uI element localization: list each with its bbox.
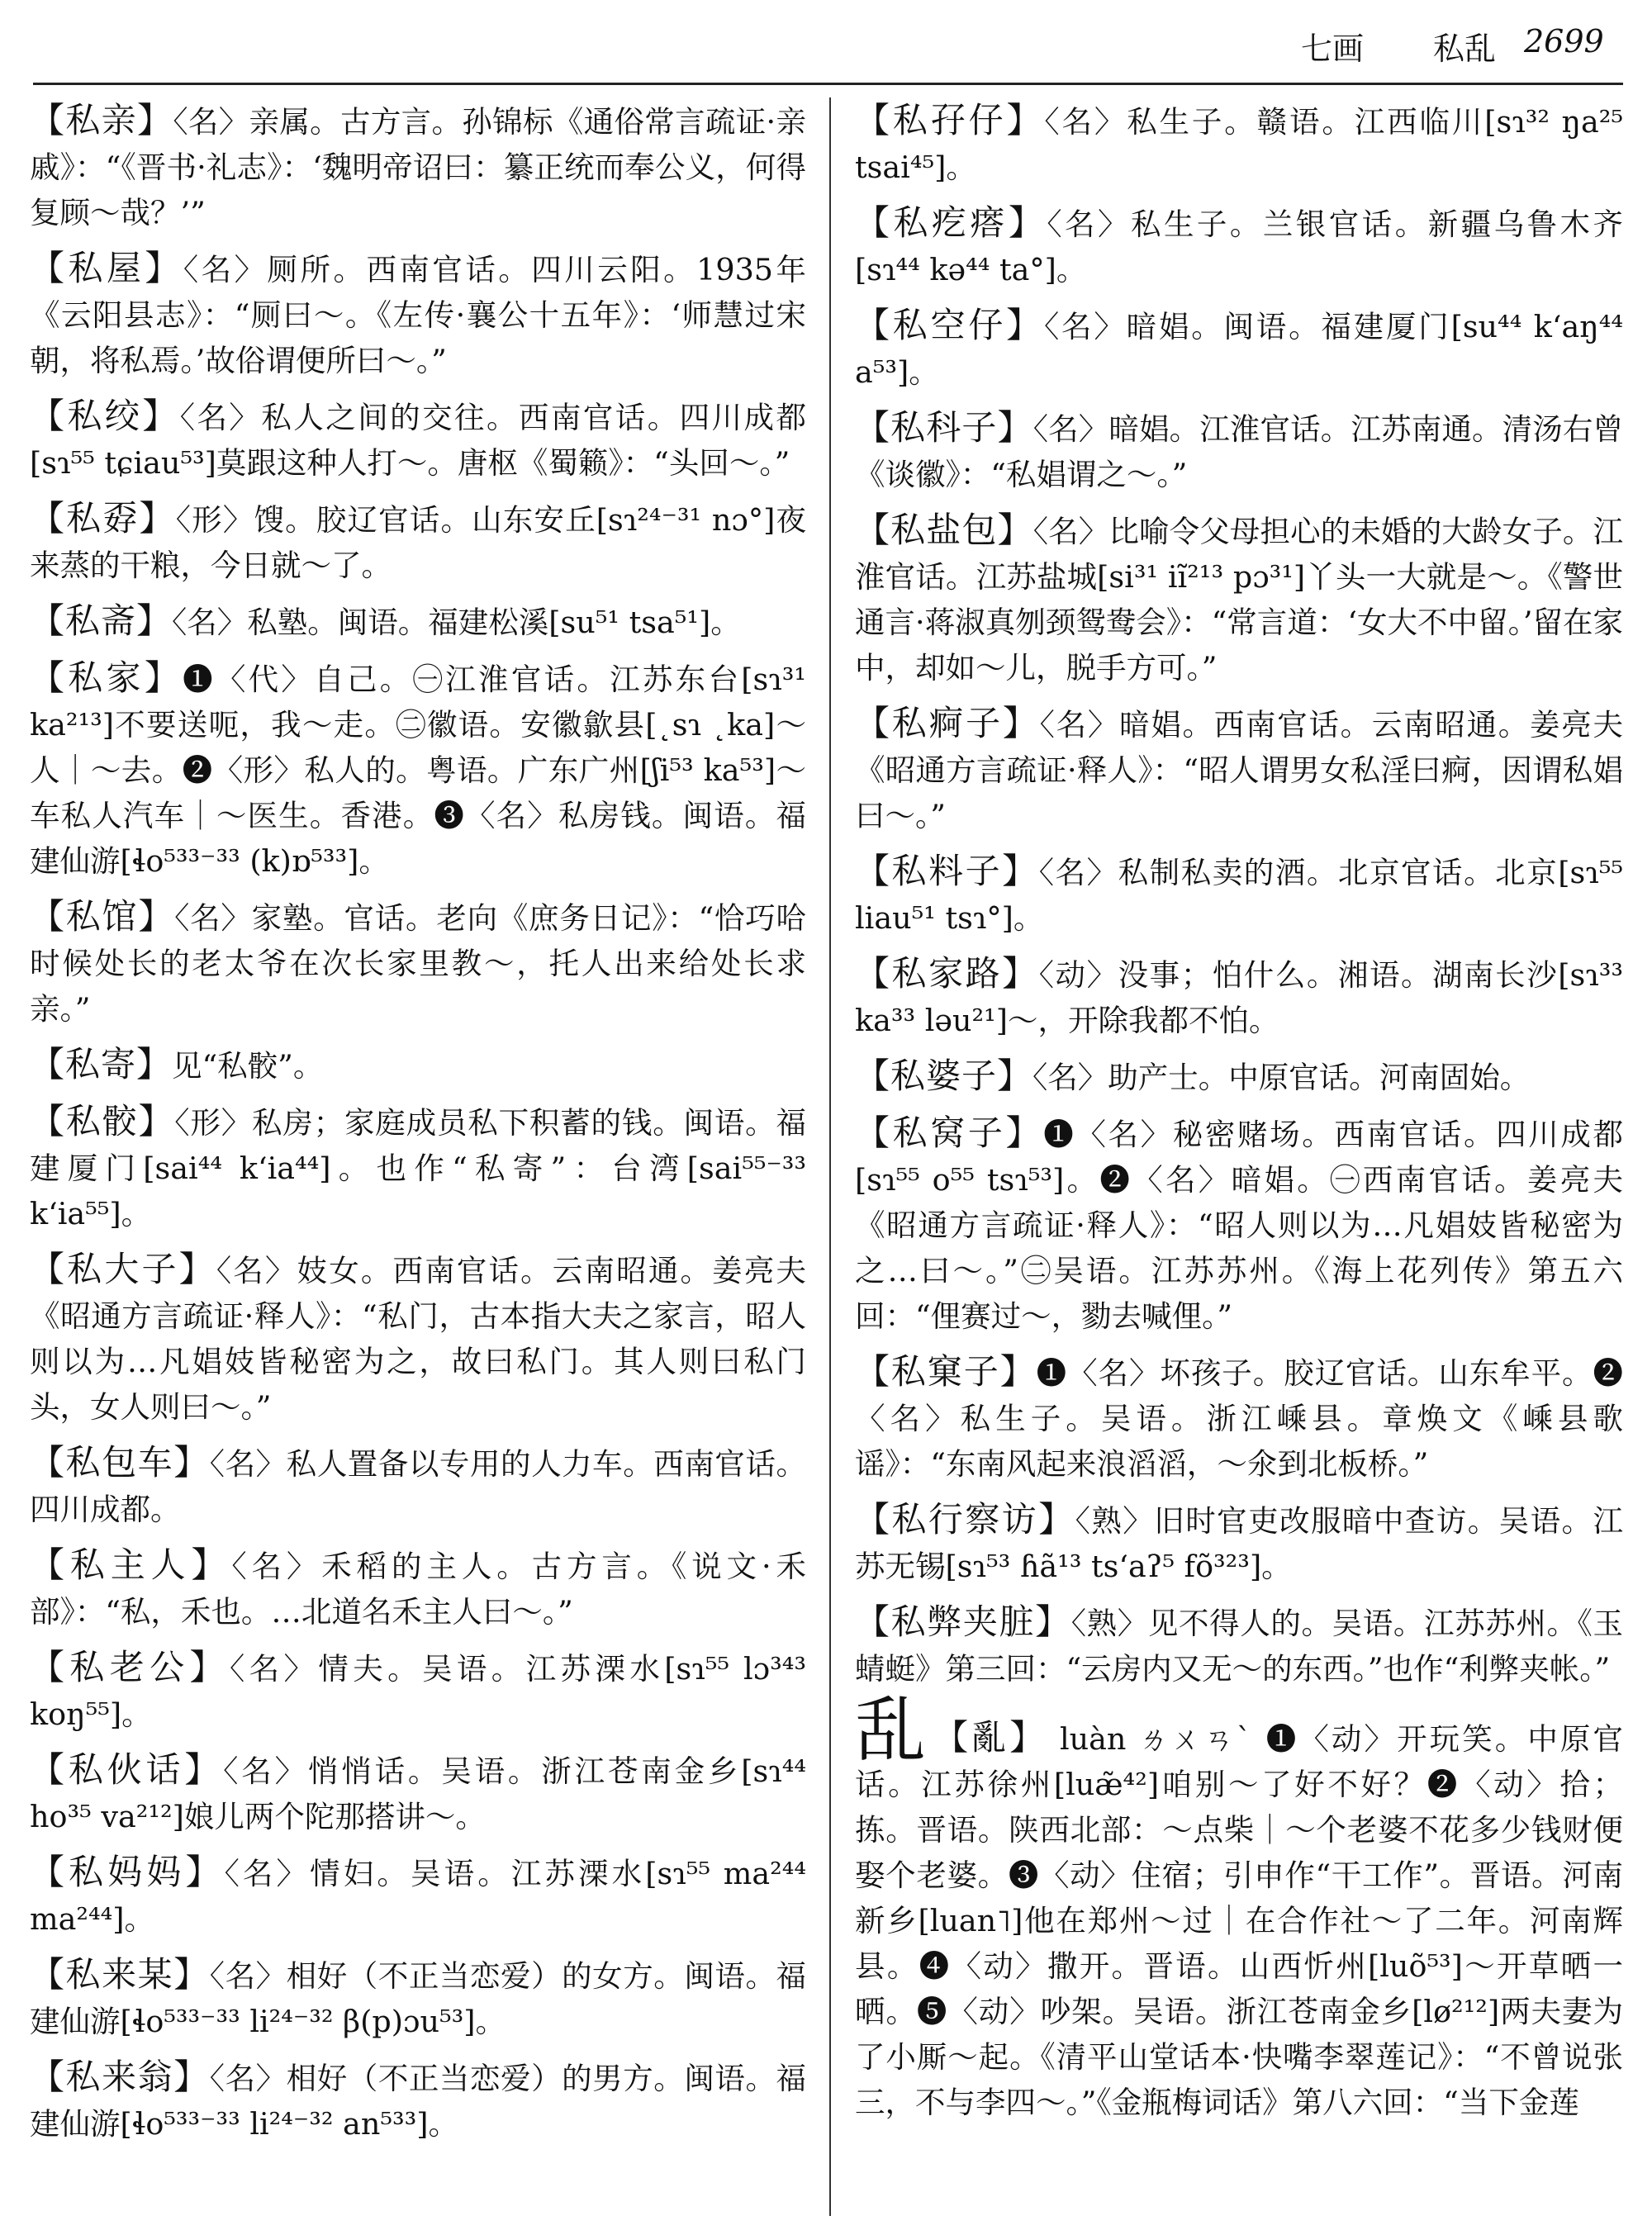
entry [30,1849,806,1942]
entry-headword: 【私行察访】 [855,1499,1075,1540]
entry [30,1542,806,1635]
entry-headword: 【私痾子】 [855,703,1040,743]
page-number: 2699 [1524,23,1604,59]
entry-text: 〈形〉馊。胶辽官话。山东安丘[sɿ²⁴⁻³¹ nɔ°]夜来蒸的干粮，今日就～了。 [30,502,806,583]
entry-text: 〈动〉没事；怕什么。湘语。湖南长沙[sɿ³³ ka³³ ləu²¹]～，开除我都不怕。 [855,957,1623,1038]
entry-headword: 【私大子】 [30,1249,216,1289]
entry-headword: 【私窠子】 [855,1351,1037,1392]
header-rule [33,83,1623,85]
entry-headword: 【私婆子】 [855,1056,1033,1096]
entry-text: ❶〈代〉自己。㊀江淮官话。江苏东台[sɿ³¹ ka²¹³]不要送呃，我～走。㊁徽语。安徽歙县[˛sɿ ˛ka]～人｜～去。❷〈形〉私人的。粤语。广东广州[ʃi⁵³ ka⁵³]～车私人汽车｜～医生。香港。❸〈名〉私房钱。闽语。福建仙游[ɬo⁵³³⁻³³ (k)ɒ⁵³³]。 [30,662,806,879]
entry-headword: 【私馆】 [30,896,175,937]
entry-text: 〈名〉私人之间的交往。西南官话。四川成都[sɿ⁵⁵ tɕiau⁵³]莫跟这种人打～。唐枢《蜀籁》：“头回～。” [30,400,806,481]
luan-pinyin: luàn ㄌㄨㄢˋ [1059,1721,1255,1757]
entry-text: 〈名〉相好（不正当恋爱）的男方。闽语。福建仙游[ɬo⁵³³⁻³³ li²⁴⁻³² an⁵³³]。 [30,2061,806,2142]
entry [30,1041,806,1089]
entry [30,245,806,383]
entry [855,1599,1623,1691]
entry [855,1053,1623,1100]
entry-text: 〈名〉暗娼。江淮官话。江苏南通。清汤右曾《谈徽》：“私娼谓之～。” [855,411,1623,492]
entry-headword: 【私科子】 [855,407,1033,448]
entry [30,97,806,235]
entry-text: 〈名〉情妇。吴语。江苏溧水[sɿ⁵⁵ ma²⁴⁴ ma²⁴⁴]。 [30,1856,806,1937]
entry-headword: 【私窝子】 [855,1113,1044,1153]
entry [30,1952,806,2044]
column-divider [829,97,831,2216]
entry-headword: 【私主人】 [30,1544,232,1585]
page-header [1284,23,1631,67]
entry [855,848,1623,941]
entry-text: 〈熟〉见不得人的。吴语。江苏苏州。《玉蜻蜓》第三回：“云房内又无～的东西。”也作“利弊夹帐。” [855,1606,1623,1687]
entry [855,507,1623,690]
entry [30,894,806,1032]
entry [30,1644,806,1737]
entry-headword: 【私家】 [30,657,183,698]
entry-text: 〈名〉助产士。中原官话。河南固始。 [1032,1060,1531,1095]
entry-headword: 【私空仔】 [855,305,1044,345]
entry-text: 〈名〉私制私卖的酒。北京官话。北京[sɿ⁵⁵ liau⁵¹ tsɿ°]。 [855,855,1623,936]
entry-headword: 【私寄】 [30,1044,173,1084]
entry [30,655,806,884]
entry [855,951,1623,1043]
entry-text: 〈名〉比喻令父母担心的未婚的大龄女子。江淮官话。江苏盐城[si³¹ iĩ²¹³ pɔ³¹]丫头一大就是～。《警世通言·蒋淑真刎颈鸳鸯会》：“常言道：‘女大不中留。’留在家中，却如～儿，脱手方可。” [855,514,1623,686]
entry-headword: 【私来某】 [30,1954,210,1995]
entry-headword: 【私弊夹脏】 [855,1601,1071,1642]
entry [855,1497,1623,1589]
entry-headword: 【私疙瘩】 [855,202,1047,243]
entry-text: 见“私骹”。 [172,1048,324,1084]
entry-headword: 【私孖仔】 [855,100,1045,140]
entry-text: 〈名〉情夫。吴语。江苏溧水[sɿ⁵⁵ lɔ³⁴³ koŋ⁵⁵]。 [30,1651,806,1732]
entry-text: 〈名〉暗娼。闽语。福建厦门[su⁴⁴ k‘aŋ⁴⁴ a⁵³]。 [855,309,1623,390]
entry [30,2054,806,2147]
entry-text: 〈名〉暗娼。西南官话。云南昭通。姜亮夫《昭通方言疏证·释人》：“昭人谓男女私淫曰痾，因谓私娼曰～。” [855,707,1623,833]
entry [30,1246,806,1430]
entry [30,1440,806,1532]
entry-text: 〈名〉厕所。西南官话。四川云阳。1935年《云阳县志》：“厕曰～。《左传·襄公十五年》：‘师慧过宋朝，将私焉。’故俗谓便所曰～。” [30,252,806,378]
entry [30,393,806,486]
entry-headword: 【私家路】 [855,953,1039,994]
entry [855,1349,1623,1487]
entry [30,1098,806,1236]
entry-text: ❶〈名〉坏孩子。胶辽官话。山东牟平。❷〈名〉私生子。吴语。浙江嵊县。章焕文《嵊县歌谣》：“东南风起来浪滔滔，～氽到北板桥。” [855,1355,1623,1482]
entry [855,405,1623,497]
left-column [30,97,806,2156]
entry-text: 〈名〉私生子。兰银官话。新疆乌鲁木齐[sɿ⁴⁴ kə⁴⁴ ta°]。 [855,206,1623,287]
luan-traditional: 【亂】 [933,1717,1048,1758]
luan-entry [855,1689,1623,2125]
entry-headword: 【私盐包】 [855,510,1033,550]
entry-headword: 【私骹】 [30,1101,175,1141]
entry-text: 〈名〉私塾。闽语。福建松溪[su⁵¹ tsa⁵¹]。 [172,605,741,640]
entry [855,200,1623,292]
entry-text: 〈形〉私房；家庭成员私下积蓄的钱。闽语。福建厦门[sai⁴⁴ k‘ia⁴⁴]。也作“私寄”：台湾[sai⁵⁵⁻³³ k‘ia⁵⁵]。 [30,1105,806,1231]
entry-text: 〈名〉悄悄话。吴语。浙江苍南金乡[sɿ⁴⁴ ho³⁵ va²¹²]娘儿两个陀那搭讲～。 [30,1753,806,1834]
luan-text: ❶〈动〉开玩笑。中原官话。江苏徐州[luæ̃⁴²]咱别～了好不好？❷〈动〉拾；拣。晋语。陕西北部：～点柴｜～个老婆不花多少钱财便娶个老婆。❸〈动〉住宿；引申作“干工作”。晋语。河南新乡[luan˥]他在郑州～过｜在合作社～了二年。河南辉县。❹〈动〉撒开。晋语。山西忻州[luõ⁵³]～开草晒一晒。❺〈动〉吵架。吴语。浙江苍南金乡[lø²¹²]两夫妻为了小厮～起。《清平山堂话本·快嘴李翠莲记》：“不曾说张三，不与李四～。”《金瓶梅词话》第八六回：“当下金莲 [855,1721,1623,2120]
entry-headword: 【私斋】 [30,600,173,641]
entry-headword: 【私亲】 [30,100,173,140]
entry [30,598,806,645]
entry-text: 〈名〉私人置备以专用的人力车。西南官话。四川成都。 [30,1446,806,1527]
entry [30,496,806,588]
entry-headword: 【私孬】 [30,498,176,539]
entry [855,700,1623,838]
entry [30,1747,806,1839]
entry-text: 〈名〉亲属。古方言。孙锦标《通俗常言疏证·亲戚》：“《晋书·礼志》：‘魏明帝诏曰：纂正统而奉公义，何得复顾～哉？’” [30,104,806,230]
luan-headword: 乱 [855,1689,929,1772]
right-column [855,97,1623,2135]
entry-headword: 【私绞】 [30,396,180,436]
entry-headword: 【私屋】 [30,248,183,288]
entry-text: ❶〈名〉秘密赌场。西南官话。四川成都[sɿ⁵⁵ o⁵⁵ tsɿ⁵³]。❷〈名〉暗娼。㊀西南官话。姜亮夫《昭通方言疏证·释人》：“昭人则以为…凡娼妓皆秘密为之…曰～。”㊁吴语。江苏苏州。《海上花列传》第五六回：“俚赛过～，勠去喊俚。” [855,1117,1623,1334]
stroke-section: 七画 [1301,31,1365,67]
entry-text: 〈名〉妓女。西南官话。云南昭通。姜亮夫《昭通方言疏证·释人》：“私门，古本指大夫之家言，昭人则以为…凡娼妓皆秘密为之，故曰私门。其人则曰私门头，女人则曰～。” [30,1253,806,1425]
entry-text: 〈熟〉旧时官吏改服暗中查访。吴语。江苏无锡[sɿ⁵³ ɦã¹³ ts‘aʔ⁵ fõ³²³]。 [855,1503,1623,1584]
entry [855,302,1623,395]
running-head: 私乱 [1433,31,1497,67]
entry-text: 〈名〉私生子。赣语。江西临川[sɿ³² ŋa²⁵ tsai⁴⁵]。 [855,104,1623,185]
entry-headword: 【私料子】 [855,851,1039,891]
entry-text: 〈名〉相好（不正当恋爱）的女方。闽语。福建仙游[ɬo⁵³³⁻³³ li²⁴⁻³² β(p)ɔu⁵³]。 [30,1958,806,2039]
entry [855,97,1623,190]
entry-headword: 【私包车】 [30,1442,210,1483]
entry-text: 〈名〉禾稻的主人。古方言。《说文·禾部》：“私，禾也。…北道名禾主人曰～。” [30,1549,806,1630]
entry-headword: 【私伙话】 [30,1749,224,1790]
entry-headword: 【私老公】 [30,1647,230,1687]
entry-text: 〈名〉家塾。官话。老向《庶务日记》：“恰巧哈时候处长的老太爷在次长家里教～，托人出来给处长求亲。” [30,900,806,1027]
entry-headword: 【私妈妈】 [30,1852,225,1892]
entry-headword: 【私来翁】 [30,2057,210,2097]
entry [855,1110,1623,1339]
